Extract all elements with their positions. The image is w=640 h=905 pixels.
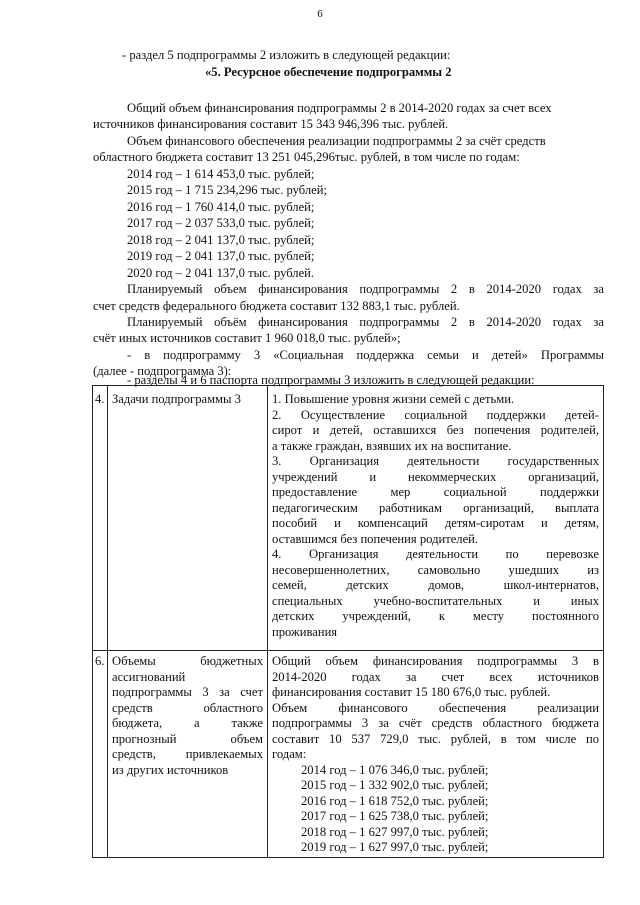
p1-line2: источников финансирования составит 15 343 946,396 тыс. рублей. (93, 117, 449, 131)
p6-line: - разделы 4 и 6 паспорта подпрограммы 3 изложить в следующей редакции: (127, 373, 535, 387)
p2-line1: Объем финансового обеспечения реализации подпрограммы 2 за счёт средств (127, 134, 546, 148)
row6-number: 6. (95, 654, 105, 668)
p2-line2: областного бюджета составит 13 251 045,296тыс. рублей, в том числе по годам: (93, 150, 520, 164)
p3-line1: Планируемый объем финансирования подпрограммы 2 в 2014-2020 годах за (127, 282, 604, 296)
p4-line2: счёт иных источников составит 1 960 018,0 тыс. рублей»; (93, 331, 401, 345)
row6-year: 2016 год – 1 618 752,0 тыс. рублей; (301, 793, 489, 808)
row6-year: 2015 год – 1 332 902,0 тыс. рублей; (301, 778, 489, 792)
p3-line2: счет средств федерального бюджета составит 132 883,1 тыс. рублей. (93, 299, 460, 313)
section5-instruction: - раздел 5 подпрограммы 2 изложить в следующей редакции: (122, 48, 451, 62)
row6-content: Общий объем финансирования подпрограммы 3 в 2014-2020 годах за счет всех источников финансирования составит 15 180 676,0 тыс. рублей. Объем финансового обеспечения реализации подпрограммы 3 за счёт средств областного бюджета составит 10 537 729,0 тыс. рублей, в том числе по годам: 2014 год – 1 076 346,0 тыс. рублей; 2015 год – 1 332 902,0 тыс. рублей; 2016 год – 1 618 752,0 тыс. рублей; 2017 год – 1 625 738,0 тыс. рублей; 2018 год – 1 627 997,0 тыс. рублей; 2019 год – 1 627 997,0 тыс. рублей; (272, 654, 599, 854)
row6-label: Объемы бюджетных ассигнований подпрограммы 3 за счет средств областного бюджета, а также прогнозный объем средств, привлекаемых из других источников (112, 654, 263, 777)
row6-year: 2018 год – 1 627 997,0 тыс. рублей; (301, 824, 489, 839)
year-line: 2015 год – 1 715 234,296 тыс. рублей; (127, 183, 328, 197)
p5-line1: - в подпрограмму 3 «Социальная поддержка семьи и детей» Программы (127, 348, 604, 362)
row4-number: 4. (95, 392, 105, 406)
page-number: 6 (317, 8, 323, 20)
year-line: 2019 год – 2 041 137,0 тыс. рублей; (127, 249, 315, 263)
row4-label: Задачи подпрограммы 3 (112, 392, 241, 406)
passport-table (92, 385, 604, 858)
section5-title: «5. Ресурсное обеспечение подпрограммы 2 (205, 65, 452, 79)
year-line: 2016 год – 1 760 414,0 тыс. рублей; (127, 200, 315, 214)
p4-line1: Планируемый объём финансирования подпрограммы 2 в 2014-2020 годах за (127, 315, 604, 329)
row4-content: 1. Повышение уровня жизни семей с детьми. 2. Осуществление социальной поддержки детей- сирот и детей, оставшихся без попечения родителей, а также граждан, взявших их на воспитание. 3. Организация деятельности государственных учреждений и некоммерческих организаций, предоставление мер социальной поддержки педагогическим работникам организаций, выплата пособий и компенсаций детям-сиротам и детям, оставшимся без попечения родителей. 4. Организация деятельности по перевозке несовершеннолетних, самовольно ушедших из семей, детских домов, школ-интернатов, специальных учебно-воспитательных и иных детских учреждений, к месту постоянного проживания (272, 392, 599, 639)
year-line: 2014 год – 1 614 453,0 тыс. рублей; (127, 167, 315, 181)
row6-year: 2019 год – 1 627 997,0 тыс. рублей; (301, 840, 489, 854)
year-line: 2017 год – 2 037 533,0 тыс. рублей; (127, 216, 315, 230)
p1-line1: Общий объем финансирования подпрограммы 2 в 2014-2020 годах за счет всех (127, 101, 552, 115)
year-line: 2018 год – 2 041 137,0 тыс. рублей; (127, 233, 315, 247)
row6-year: 2014 год – 1 076 346,0 тыс. рублей; (301, 762, 489, 777)
row6-year: 2017 год – 1 625 738,0 тыс. рублей; (301, 809, 489, 823)
year-line: 2020 год – 2 041 137,0 тыс. рублей. (127, 266, 315, 280)
p5-line2: (далее - подпрограмма 3): (93, 364, 232, 378)
